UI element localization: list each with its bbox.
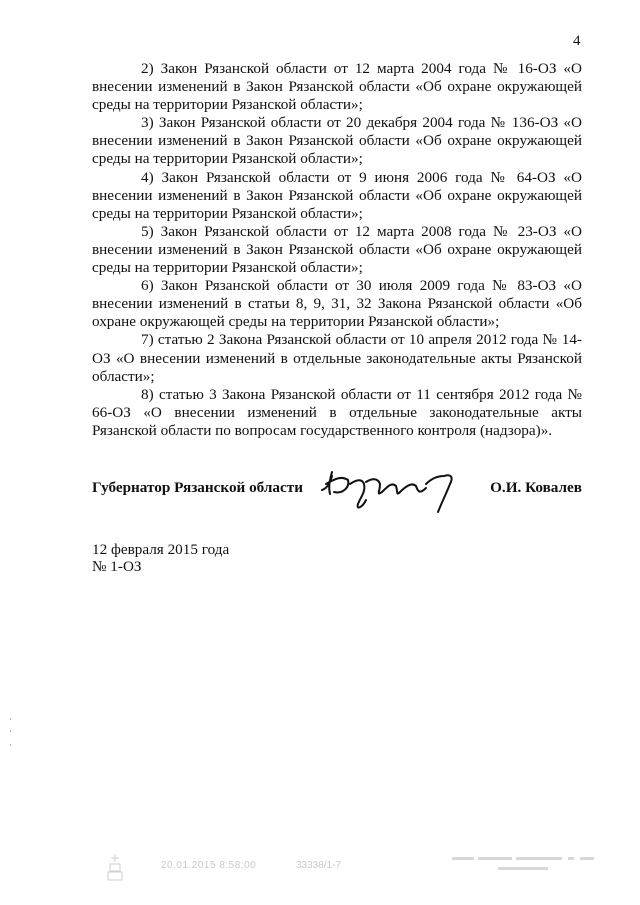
document-number: № 1-ОЗ [92, 558, 142, 575]
list-item: 4) Закон Рязанской области от 9 июня 2006 года № 64-ОЗ «О внесении изменений в Закон Рязанской области «Об охране окружающей среды на территории Рязанской области»; [92, 168, 582, 222]
list-item: 7) статью 2 Закона Рязанской области от 10 апреля 2012 года № 14-ОЗ «О внесении изменений в отдельные законодательные акты Рязанской области»; [92, 331, 582, 385]
stamp-icon [106, 852, 124, 882]
document-date: 12 февраля 2015 года [92, 541, 230, 558]
page-footer [0, 852, 640, 882]
document-body [92, 60, 582, 440]
list-item: 2) Закон Рязанской области от 12 марта 2004 года № 16-ОЗ «О внесении изменений в Закон Рязанской области «Об охране окружающей среды на территории Рязанской области»; [92, 60, 582, 114]
signatory-title: Губернатор Рязанской области [92, 479, 303, 496]
handwritten-signature [320, 462, 470, 514]
document-date-block [92, 541, 229, 575]
signature-block [92, 472, 582, 512]
registration-watermark [450, 854, 600, 878]
page-number: 4 [573, 33, 581, 49]
signatory-name: О.И. Ковалев [490, 479, 582, 496]
list-item: 6) Закон Рязанской области от 30 июля 2009 года № 83-ОЗ «О внесении изменений в статьи 8, 9, 31, 32 Закона Рязанской области «Об охране окружающей среды на территории Рязанской области»; [92, 277, 582, 331]
list-item: 8) статью 3 Закона Рязанской области от 11 сентября 2012 года № 66-ОЗ «О внесении изменений в отдельные законодательные акты Рязанской области по вопросам государственного контроля (надзора)». [92, 385, 582, 439]
list-item: 5) Закон Рязанской области от 12 марта 2008 года № 23-ОЗ «О внесении изменений в Закон Рязанской области «Об охране окружающей среды на территории Рязанской области»; [92, 222, 582, 277]
footer-timestamp: 20.01.2015 8:58:00 [161, 860, 257, 871]
list-item: 3) Закон Рязанской области от 20 декабря 2004 года № 136-ОЗ «О внесении изменений в Закон Рязанской области «Об охране окружающей среды на территории Рязанской области»; [92, 114, 582, 168]
footer-code: 33338/1-7 [296, 860, 342, 871]
margin-dots [9, 718, 12, 758]
